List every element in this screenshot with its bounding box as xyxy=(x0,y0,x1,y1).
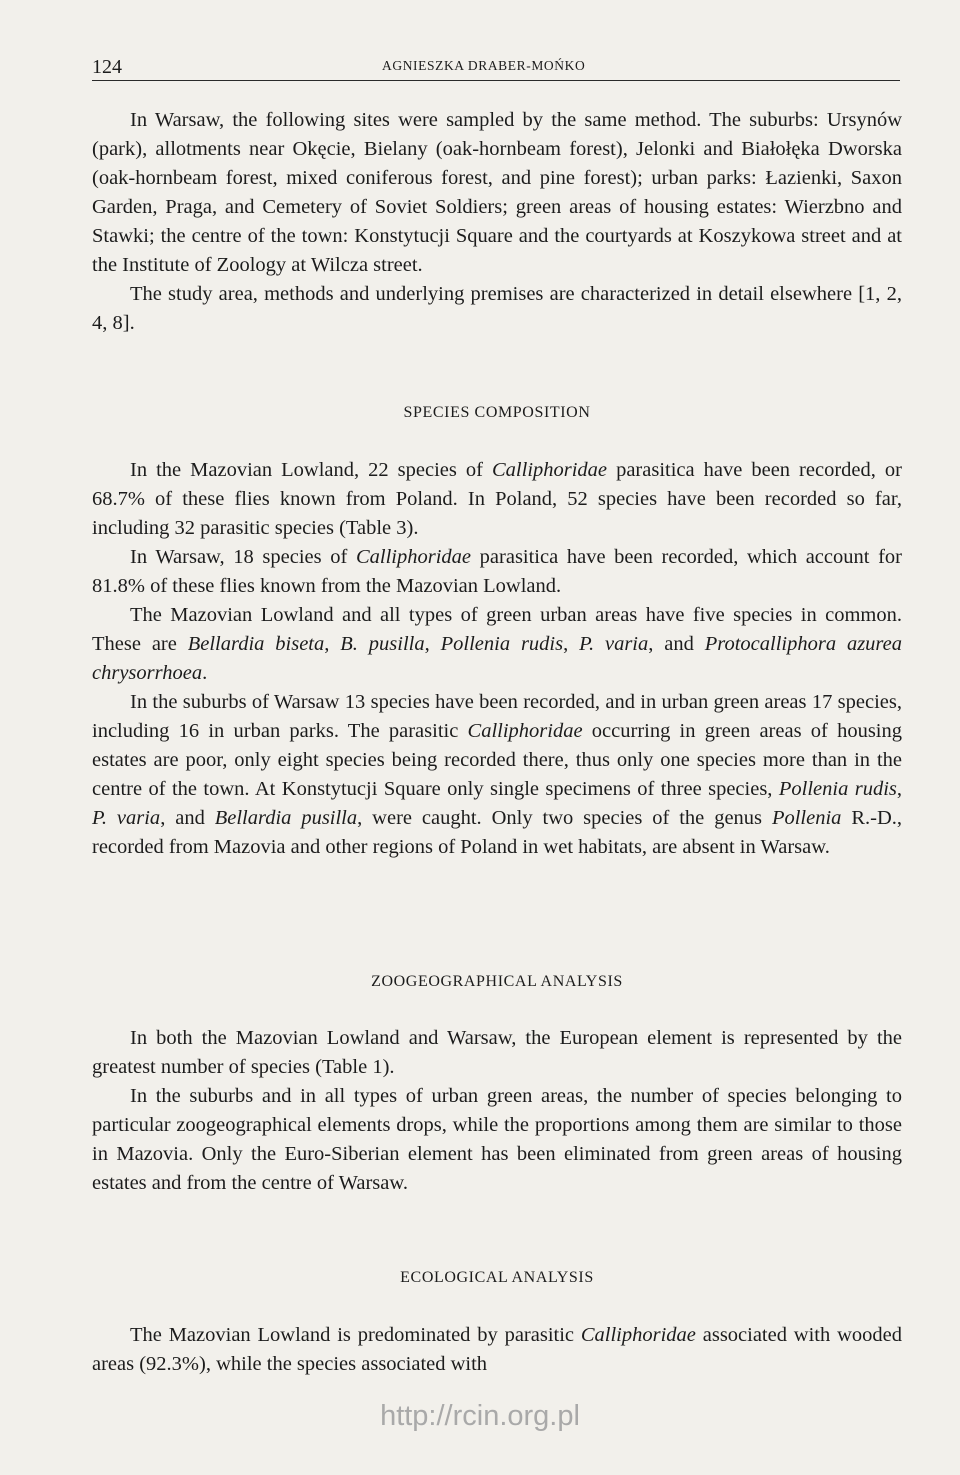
taxon-name: Pollenia xyxy=(771,807,842,829)
paragraph: In the Mazovian Lowland, 22 species of Calliphoridae parasitica have been recorded, or 68.7% of these flies known from Poland. In Poland, 52 species have been recorded so far, including 32 parasitic species (Table 3). xyxy=(92,459,902,539)
taxon-name: Bellardia pusilla xyxy=(214,807,358,829)
taxon-name: P. varia xyxy=(579,633,649,655)
paragraph: In the suburbs and in all types of urban green areas, the number of species belonging to particular zoogeographical elements drops, while the proportions among them are similar to those in Mazovia. Only the Euro-Siberian element has been eliminated from green areas of housing estates and from the centre of Warsaw. xyxy=(92,1085,902,1194)
paragraph: The study area, methods and underlying premises are characterized in detail elsewhere [1, 2, 4, 8]. xyxy=(92,283,902,334)
section-heading: ECOLOGICAL ANALYSIS xyxy=(400,1269,594,1286)
paragraph: The Mazovian Lowland and all types of green urban areas have five species in common. These are Bellardia biseta, B. pusilla, Pollenia rudis, P. varia, and Protocalliphora azurea chrysorrhoea. xyxy=(92,604,903,684)
paragraph: The Mazovian Lowland is predominated by parasitic Calliphoridae associated with wooded areas (92.3%), while the species associated with xyxy=(92,1324,902,1375)
taxon-name: Pollenia rudis xyxy=(778,778,897,800)
taxon-name: B. pusilla xyxy=(340,633,425,655)
page-header xyxy=(92,50,900,81)
taxon-name: P. varia xyxy=(92,807,161,829)
taxon-name: Pollenia rudis xyxy=(440,633,564,655)
species-composition-section xyxy=(92,456,902,862)
taxon-name: Calliphoridae xyxy=(492,459,608,481)
running-head: AGNIESZKA DRABER-MOŃKO xyxy=(382,58,586,73)
paragraph: In the suburbs of Warsaw 13 species have been recorded, and in urban green areas 17 species, including 16 in urban parks. The parasitic Calliphoridae occurring in green areas of housing estates are poor, only eight species being recorded there, thus only one species more than in the centre of the town. At Konstytucji Square only single specimens of three species, Pollenia rudis, P. varia, and Bellardia pusilla, were caught. Only two species of the genus Pollenia R.-D., recorded from Mazovia and other regions of Poland in wet habitats, are absent in Warsaw. xyxy=(92,691,903,858)
paragraph: In Warsaw, 18 species of Calliphoridae parasitica have been recorded, which account for 81.8% of these flies known from the Mazovian Lowland. xyxy=(92,546,902,597)
intro-section xyxy=(92,106,902,338)
paragraph: In both the Mazovian Lowland and Warsaw, the European element is represented by the greatest number of species (Table 1). xyxy=(92,1027,902,1078)
taxon-name: Calliphoridae xyxy=(580,1324,696,1346)
paragraph: In Warsaw, the following sites were sampled by the same method. The suburbs: Ursynów (park), allotments near Okęcie, Bielany (oak-hornbeam forest), Jelonki and Białołęka Dworska (oak-hornbeam forest, mixed coniferous forest, and pine forest); urban parks: Łazienki, Saxon Garden, Praga, and Cemetery of Soviet Soldiers; green areas of housing estates: Wierzbno and Stawki; the centre of the town: Konstytucji Square and the courtyards at Koszykowa street and at the Institute of Zoology at Wilcza street. xyxy=(92,109,902,276)
section-heading: ZOOGEOGRAPHICAL ANALYSIS xyxy=(371,973,623,990)
watermark: http://rcin.org.pl xyxy=(380,1400,580,1432)
taxon-name: Calliphoridae xyxy=(355,546,472,568)
section-heading: SPECIES COMPOSITION xyxy=(403,404,591,421)
taxon-name: Bellardia biseta xyxy=(187,633,325,655)
taxon-name: Calliphoridae xyxy=(467,720,583,742)
ecological-section xyxy=(92,1321,902,1379)
zoogeographical-section xyxy=(92,1024,902,1198)
taxon-name: Protocalliphora azurea chrysorrhoea xyxy=(92,633,903,684)
page-number: 124 xyxy=(92,56,122,78)
